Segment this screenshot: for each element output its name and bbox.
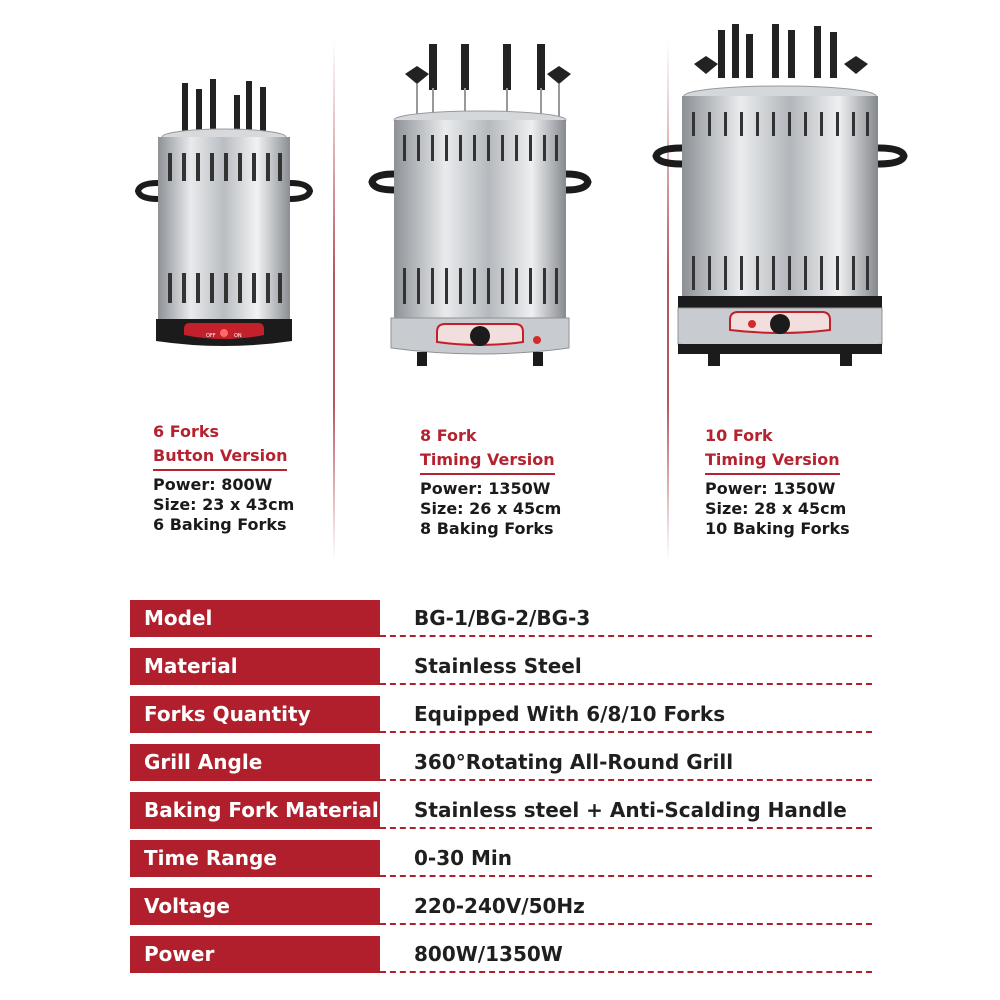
product-title-line2: Timing Version [420, 448, 555, 475]
product-specs [420, 479, 561, 539]
spec-label: Voltage [130, 888, 380, 925]
spec-table [130, 598, 872, 982]
spec-value: 0-30 Min [414, 846, 513, 870]
panel-off-label: OFF [206, 333, 216, 339]
product-6-forks-info [153, 420, 294, 535]
spec-value: 800W/1350W [414, 942, 563, 966]
product-title-line2: Button Version [153, 444, 287, 471]
spec-power: Power: 1350W [705, 479, 836, 498]
spec-value: Stainless Steel [414, 654, 582, 678]
product-title-line1: 10 Fork [705, 426, 773, 445]
spec-power: Power: 800W [153, 475, 273, 494]
grill-8-forks-image [365, 40, 595, 380]
spec-label: Forks Quantity [130, 696, 380, 733]
product-title [705, 424, 850, 475]
spec-value: Equipped With 6/8/10 Forks [414, 702, 726, 726]
grill-10-forks-image [648, 20, 913, 380]
divider-left [333, 40, 335, 560]
spec-label: Time Range [130, 840, 380, 877]
spec-value: 360°Rotating All-Round Grill [414, 750, 734, 774]
spec-label: Material [130, 648, 380, 685]
spec-row-model [130, 598, 872, 646]
spec-row-power [130, 934, 872, 982]
panel-on-label: ON [234, 333, 242, 339]
row-divider [380, 971, 872, 973]
spec-forks: 10 Baking Forks [705, 519, 850, 538]
row-divider [380, 827, 872, 829]
row-divider [380, 923, 872, 925]
spec-size: Size: 23 x 43cm [153, 495, 295, 514]
spec-row-voltage [130, 886, 872, 934]
spec-size: Size: 28 x 45cm [705, 499, 847, 518]
spec-row-grill-angle [130, 742, 872, 790]
product-title [420, 424, 561, 475]
row-divider [380, 731, 872, 733]
product-10-forks-info [705, 424, 850, 539]
spec-row-baking-fork-material [130, 790, 872, 838]
product-specs [705, 479, 850, 539]
spec-row-time-range [130, 838, 872, 886]
spec-row-forks-quantity [130, 694, 872, 742]
grill-6-forks-image [130, 75, 315, 360]
spec-row-material [130, 646, 872, 694]
product-title [153, 420, 294, 471]
product-8-forks-info [420, 424, 561, 539]
spec-value: BG-1/BG-2/BG-3 [414, 606, 591, 630]
spec-label: Model [130, 600, 380, 637]
product-title-line1: 8 Fork [420, 426, 477, 445]
product-specs [153, 475, 294, 535]
spec-value: Stainless steel + Anti-Scalding Handle [414, 798, 847, 822]
spec-power: Power: 1350W [420, 479, 551, 498]
row-divider [380, 635, 872, 637]
spec-size: Size: 26 x 45cm [420, 499, 562, 518]
spec-value: 220-240V/50Hz [414, 894, 585, 918]
product-title-line1: 6 Forks [153, 422, 220, 441]
spec-label: Power [130, 936, 380, 973]
spec-label: Grill Angle [130, 744, 380, 781]
row-divider [380, 779, 872, 781]
product-title-line2: Timing Version [705, 448, 840, 475]
spec-forks: 8 Baking Forks [420, 519, 554, 538]
spec-label: Baking Fork Material [130, 792, 380, 829]
row-divider [380, 875, 872, 877]
spec-forks: 6 Baking Forks [153, 515, 287, 534]
row-divider [380, 683, 872, 685]
